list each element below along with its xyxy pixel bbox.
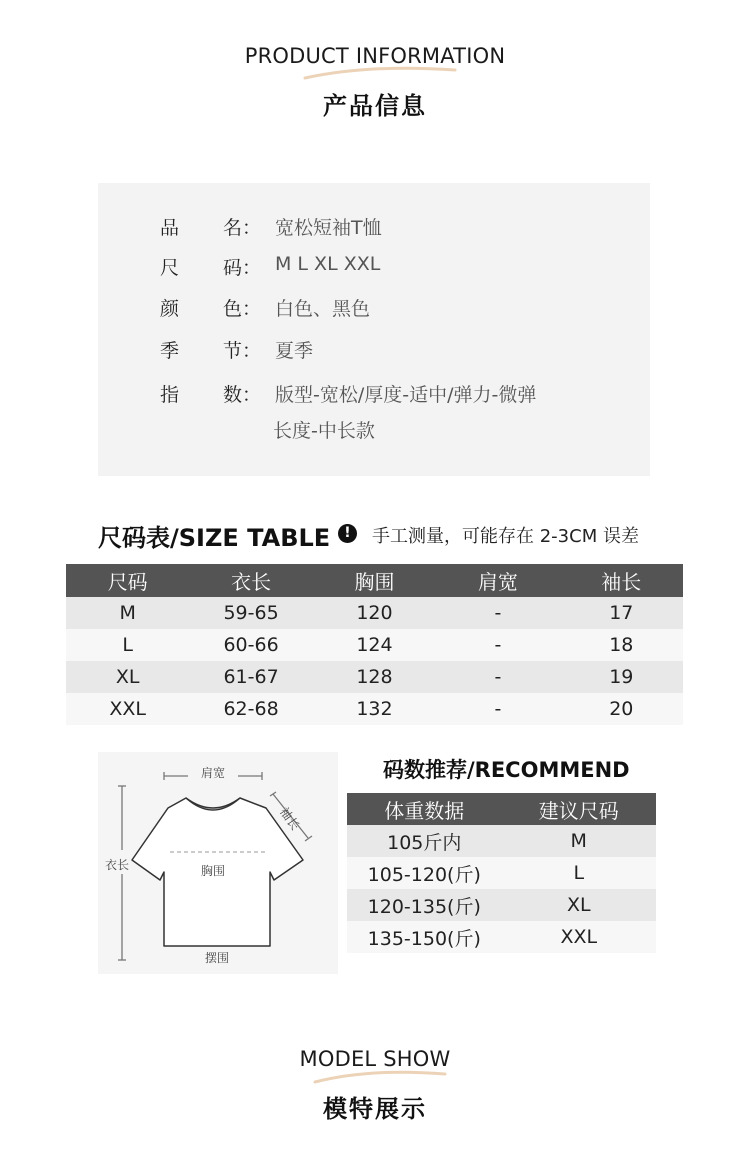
column-header: 袖长 xyxy=(560,564,683,597)
diagram-label-sleeve: 袖长 xyxy=(276,804,303,833)
diagram-label-hem: 摆围 xyxy=(205,951,230,965)
section-title-cn: 产品信息 xyxy=(323,92,427,120)
table-cell: 120-135(斤) xyxy=(347,889,502,921)
info-value: 宽松短袖T恤 xyxy=(275,217,382,239)
table-header-row xyxy=(347,793,656,825)
table-cell: 62-68 xyxy=(189,693,312,725)
table-cell: 20 xyxy=(560,693,683,725)
info-value: 版型-宽松/厚度-适中/弹力-微弹 xyxy=(275,384,537,406)
section-title-cn: 模特展示 xyxy=(323,1095,427,1123)
info-row xyxy=(98,213,650,243)
measurement-warning: 手工测量，可能存在 2-3CM 误差 xyxy=(372,526,639,547)
table-row xyxy=(66,629,683,661)
diagram-label-shoulder: 肩宽 xyxy=(201,766,226,780)
info-key: 节： xyxy=(223,340,262,362)
column-header: 尺码 xyxy=(66,564,189,597)
info-row xyxy=(98,336,650,366)
table-cell: 132 xyxy=(313,693,436,725)
size-table xyxy=(66,564,683,725)
warning-icon: ! xyxy=(338,524,357,543)
column-header: 衣长 xyxy=(189,564,312,597)
table-cell: 61-67 xyxy=(189,661,312,693)
info-row xyxy=(98,380,650,410)
info-value: M L XL XXL xyxy=(275,253,381,275)
table-cell: M xyxy=(66,597,189,629)
table-cell: - xyxy=(436,693,559,725)
info-value: 夏季 xyxy=(275,340,314,362)
product-info-panel xyxy=(98,183,650,476)
info-row xyxy=(98,253,650,283)
column-header: 体重数据 xyxy=(347,793,502,825)
info-key: 指 xyxy=(160,384,180,406)
diagram-label-length: 衣长 xyxy=(105,858,130,872)
table-cell: XL xyxy=(66,661,189,693)
info-key: 季 xyxy=(160,340,180,362)
info-key: 码： xyxy=(223,257,262,279)
table-row xyxy=(347,857,656,889)
info-key: 数： xyxy=(223,384,262,406)
section-title-en: PRODUCT INFORMATION xyxy=(244,44,506,68)
table-cell: 105-120(斤) xyxy=(347,857,502,889)
info-key: 品 xyxy=(160,217,180,239)
table-cell: XXL xyxy=(66,693,189,725)
column-header: 建议尺码 xyxy=(502,793,657,825)
info-value: 白色、黑色 xyxy=(275,298,371,320)
table-row xyxy=(66,661,683,693)
table-cell: L xyxy=(502,857,657,889)
table-header-row xyxy=(66,564,683,597)
table-cell: - xyxy=(436,629,559,661)
table-row xyxy=(347,921,656,953)
table-cell: XL xyxy=(502,889,657,921)
info-key: 色： xyxy=(223,298,262,320)
table-cell: XXL xyxy=(502,921,657,953)
table-cell: - xyxy=(436,661,559,693)
table-cell: 124 xyxy=(313,629,436,661)
info-row xyxy=(98,294,650,324)
column-header: 胸围 xyxy=(313,564,436,597)
column-header: 肩宽 xyxy=(436,564,559,597)
section-title-en: MODEL SHOW xyxy=(299,1047,451,1071)
table-cell: 59-65 xyxy=(189,597,312,629)
recommend-title: 码数推荐/RECOMMEND xyxy=(383,758,630,782)
table-row xyxy=(347,889,656,921)
table-row xyxy=(66,597,683,629)
table-cell: M xyxy=(502,825,657,857)
info-key: 颜 xyxy=(160,298,180,320)
table-row xyxy=(347,825,656,857)
info-key: 名： xyxy=(223,217,262,239)
table-cell: 19 xyxy=(560,661,683,693)
table-cell: 18 xyxy=(560,629,683,661)
table-cell: 60-66 xyxy=(189,629,312,661)
table-cell: 120 xyxy=(313,597,436,629)
table-cell: 128 xyxy=(313,661,436,693)
info-row-continued xyxy=(98,416,650,446)
diagram-label-chest: 胸围 xyxy=(201,864,226,878)
table-row xyxy=(66,693,683,725)
info-key: 尺 xyxy=(160,257,180,279)
info-value: 长度-中长款 xyxy=(273,420,375,442)
size-table-title: 尺码表/SIZE TABLE xyxy=(98,524,331,552)
tshirt-measurement-diagram xyxy=(98,752,338,974)
table-cell: - xyxy=(436,597,559,629)
table-cell: L xyxy=(66,629,189,661)
recommend-table xyxy=(347,793,656,953)
table-cell: 17 xyxy=(560,597,683,629)
table-cell: 135-150(斤) xyxy=(347,921,502,953)
table-cell: 105斤内 xyxy=(347,825,502,857)
